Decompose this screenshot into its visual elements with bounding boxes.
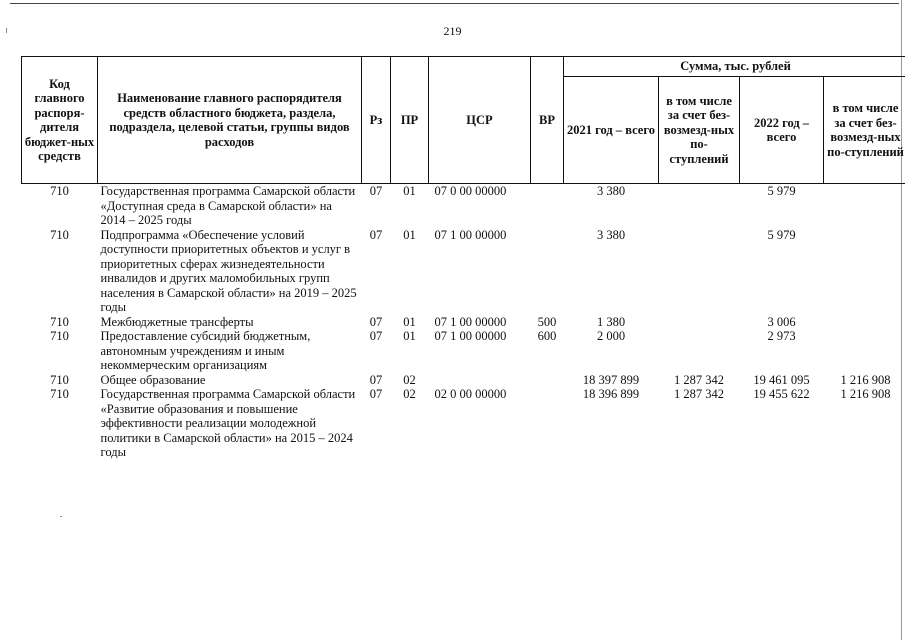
- budget-table: [21, 56, 905, 460]
- cell-pr: 01: [403, 314, 416, 329]
- cell-vr: 600: [537, 329, 557, 343]
- cell-code: 710: [50, 184, 69, 198]
- cell-csr: [429, 373, 531, 388]
- page-number: 219: [443, 24, 462, 38]
- cell-2021-grants: 1 287 342: [674, 387, 724, 401]
- table-row: [22, 228, 905, 315]
- page-top-edge: [10, 3, 899, 4]
- cell-2021-total: 3 380: [596, 227, 626, 242]
- cell-rz: 07: [369, 184, 383, 198]
- cell-pr: 01: [403, 184, 416, 198]
- cell-vr: [531, 373, 564, 388]
- cell-name: Предоставление субсидий бюджетным, автономным учреждениям и иным некоммерческим организациям: [100, 329, 311, 372]
- table-body: [22, 184, 905, 460]
- cell-code: 710: [50, 387, 69, 401]
- cell-2022-total: 5 979: [767, 227, 796, 242]
- cell-2021-grants: 1 287 342: [674, 372, 724, 387]
- cell-csr: 07 1 00 00000: [434, 314, 507, 329]
- table-row: [22, 315, 905, 330]
- scan-dot: [60, 516, 62, 517]
- cell-code: 710: [50, 372, 69, 387]
- cell-pr: 02: [403, 387, 416, 401]
- cell-2021-total: 2 000: [596, 329, 626, 343]
- cell-code: 710: [50, 314, 69, 329]
- cell-vr: [531, 184, 564, 228]
- cell-code: 710: [50, 329, 69, 343]
- cell-vr: 500: [537, 314, 557, 329]
- header-2021-total: 2021 год – всего: [564, 77, 659, 184]
- cell-pr: 01: [403, 227, 416, 242]
- cell-2021-total: 1 380: [596, 314, 626, 329]
- table-row: [22, 329, 905, 373]
- cell-name: Государственная программа Самарской области «Доступная среда в Самарской области» на 2014 – 2025 годы: [100, 184, 356, 227]
- table-row: [22, 184, 905, 228]
- cell-vr: [531, 228, 564, 315]
- cell-2022-grants: [824, 329, 905, 373]
- cell-2021-grants: [659, 184, 740, 228]
- cell-csr: 02 0 00 00000: [434, 387, 507, 401]
- cell-vr: [531, 387, 564, 460]
- cell-2022-grants: 1 216 908: [840, 387, 891, 401]
- cell-2022-total: 19 455 622: [753, 387, 810, 401]
- cell-rz: 07: [369, 387, 383, 401]
- table-row: [22, 387, 905, 460]
- cell-name: Общее образование: [100, 372, 206, 387]
- cell-name: Межбюджетные трансферты: [100, 314, 254, 329]
- cell-csr: 07 1 00 00000: [434, 227, 507, 242]
- cell-csr: 07 1 00 00000: [434, 329, 507, 343]
- cell-rz: 07: [369, 227, 383, 242]
- header-name: Наименование главного распорядителя средств областного бюджета, раздела, подраздела, целевой статьи, группы видов расходов: [98, 57, 362, 184]
- cell-csr: 07 0 00 00000: [434, 184, 507, 198]
- cell-2022-grants: 1 216 908: [840, 372, 891, 387]
- header-2022-total: 2022 год – всего: [740, 77, 824, 184]
- cell-2022-grants: [824, 184, 905, 228]
- header-pr: ПР: [391, 57, 429, 184]
- cell-2022-total: 19 461 095: [753, 372, 810, 387]
- header-2022-grants: в том числе за счет без-возмезд-ных по-ступлений: [824, 77, 905, 184]
- header-vr: ВР: [531, 57, 564, 184]
- cell-2021-total: 18 397 899: [582, 372, 640, 387]
- cell-rz: 07: [369, 314, 383, 329]
- header-rz: Рз: [362, 57, 391, 184]
- cell-2021-grants: [659, 329, 740, 373]
- cell-2021-grants: [659, 315, 740, 330]
- cell-2021-grants: [659, 228, 740, 315]
- header-code: Код главного распоря-дителя бюджет-ных средств: [22, 57, 98, 184]
- cell-2022-total: 5 979: [767, 184, 796, 198]
- cell-pr: 01: [403, 329, 416, 343]
- cell-name: Государственная программа Самарской области «Развитие образования и повышение эффективности реализации молодежной политики в Самарской области» на 2015 – 2024 годы: [100, 387, 356, 459]
- header-csr: ЦСР: [429, 57, 531, 184]
- cell-2022-total: 3 006: [767, 314, 796, 329]
- cell-2021-total: 3 380: [596, 184, 626, 198]
- cell-name: Подпрограмма «Обеспечение условий доступности приоритетных объектов и услуг в приоритетных сферах жизнедеятельности инвалидов и других маломобильных групп населения в Самарской области» на 2019 – 2025 годы: [100, 227, 357, 314]
- cell-2021-total: 18 396 899: [582, 387, 640, 401]
- cell-2022-grants: [824, 315, 905, 330]
- cell-pr: 02: [403, 372, 416, 387]
- header-2021-grants: в том числе за счет без-возмезд-ных по-ступлений: [659, 77, 740, 184]
- cell-2022-total: 2 973: [767, 329, 796, 343]
- cell-rz: 07: [369, 329, 383, 343]
- cell-code: 710: [50, 227, 69, 242]
- cell-2022-grants: [824, 228, 905, 315]
- header-sum: Сумма, тыс. рублей: [564, 57, 905, 77]
- cell-rz: 07: [369, 372, 383, 387]
- table-row: [22, 373, 905, 388]
